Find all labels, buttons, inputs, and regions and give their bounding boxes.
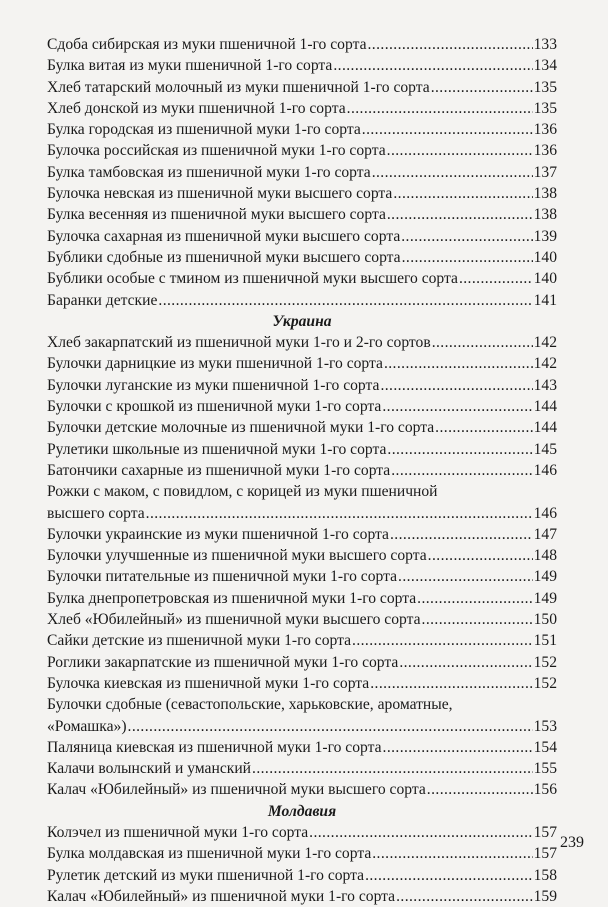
dot-leader [427,779,533,800]
toc-entry-title: Сайки детские из пшеничной муки 1-го сорта [47,632,352,650]
toc-entry-title: Роглики закарпатские из пшеничной муки 1-го сорта [47,653,399,671]
toc-entry [47,822,557,843]
toc-entry-page: 142 [533,334,557,352]
toc-entry-page: 146 [533,504,557,522]
dot-leader [431,77,533,98]
toc-entry-page: 148 [533,547,557,565]
toc-entry-page: 152 [533,674,557,692]
toc-entry-title: Рожки с маком, с повидлом, с корицей из муки пшеничной [47,483,438,501]
dot-leader [417,588,532,609]
toc-entry [47,55,557,76]
toc-entry-title: Булочки улучшенные из пшеничной муки высшего сорта [47,547,427,565]
toc-entry [47,162,557,183]
dot-leader [368,34,533,55]
dot-leader [146,503,533,524]
dot-leader [333,55,532,76]
toc-entry-title: Булка весенняя из пшеничной муки высшего сорта [47,206,386,224]
toc-entry-page: 137 [533,163,557,181]
toc-entry-page: 152 [533,653,557,671]
toc-entry [47,226,557,247]
toc-entry-page: 159 [533,887,557,905]
toc-entry-page: 140 [533,270,557,288]
toc-entry-title: Бублики особые с тмином из пшеничной муки высшего сорта [47,270,458,288]
toc-entry-page: 139 [533,227,557,245]
page-number: 239 [560,834,584,851]
dot-leader [387,140,533,161]
toc-entry-title: Булка днепропетровская из пшеничной муки 1-го сорта [47,589,417,607]
dot-leader [370,673,532,694]
section-heading-text: Молдавия [267,802,337,820]
toc-entry [47,396,557,417]
dot-leader [387,439,532,460]
toc-entry-page: 144 [533,398,557,416]
toc-entry-page: 133 [533,36,557,53]
toc-entry-title: «Ромашка») [47,717,127,735]
dot-leader [432,332,533,353]
toc-entry-page: 157 [533,823,557,841]
toc-entry [47,588,557,609]
toc-entry-title: Булочка российская из пшеничной муки 1-го сорта [47,142,386,160]
dot-leader [387,204,533,225]
toc-entry [47,566,557,587]
toc-entry-page: 153 [533,717,557,735]
toc-entry-page: 140 [533,248,557,266]
toc-entry-page: 143 [533,376,557,394]
toc-entry [47,609,557,630]
toc-entry-title: Рулетик детский из муки пшеничной 1-го сорта [47,866,365,884]
toc-entry-page: 155 [533,760,557,778]
dot-leader [352,630,533,651]
toc-entry-page: 145 [533,440,557,458]
toc-entry [47,140,557,161]
toc-entry-title: Булка тамбовская из пшеничной муки 1-го сорта [47,163,371,181]
toc-entry-page: 147 [533,525,557,543]
dot-leader [459,268,533,289]
toc-entry-page: 136 [533,142,557,160]
toc-entry [47,460,557,481]
toc-entry [47,119,557,140]
toc-entry-page: 144 [533,419,557,437]
toc-entry-title: Баранки детские [47,291,158,309]
dot-leader [158,290,532,311]
toc-entry-title: Булочки детские молочные из пшеничной муки 1-го сорта [47,419,435,437]
toc-entry-page: 158 [533,866,557,884]
toc-entry-page: 142 [533,355,557,373]
toc-entry [47,652,557,673]
toc-entry [47,268,557,289]
toc-entry-title: Калач «Юбилейный» из пшеничной муки 1-го сорта [47,887,396,905]
dot-leader [372,162,533,183]
toc-entry-page: 156 [533,781,557,799]
toc-entry [47,353,557,374]
dot-leader [372,843,532,864]
toc-entry-title: Булочка киевская из пшеничной муки 1-го сорта [47,674,370,692]
dot-leader [396,886,533,907]
toc-entry-title: Колэчел из пшеничной муки 1-го сорта [47,823,309,841]
table-of-contents [47,34,557,907]
toc-entry-title: Бублики сдобные из пшеничной муки высшего сорта [47,248,401,266]
toc-entry-title: Булка молдавская из пшеничной муки 1-го сорта [47,845,372,863]
toc-entry-page: 150 [533,611,557,629]
dot-leader [362,119,533,140]
toc-entry-page: 146 [533,461,557,479]
dot-leader [383,737,533,758]
dot-leader [399,652,532,673]
toc-entry [47,247,557,268]
toc-entry [47,375,557,396]
toc-entry-page: 136 [533,121,557,139]
dot-leader [422,609,533,630]
dot-leader [128,716,533,737]
dot-leader [384,353,533,374]
dot-leader [428,545,533,566]
toc-entry [47,524,557,545]
section-heading [47,801,557,822]
toc-entry-title: Батончики сахарные из пшеничной муки 1-го сорта [47,461,391,479]
toc-entry [47,673,557,694]
toc-entry [47,886,557,907]
toc-entry-title: Хлеб «Юбилейный» из пшеничной муки высшего сорта [47,611,421,629]
toc-entry-title: Сдоба сибирская из муки пшеничной 1-го сорта [47,36,367,53]
toc-entry-page: 151 [533,632,557,650]
dot-leader [402,247,533,268]
toc-entry-line [47,694,557,715]
toc-entry-title: Булочки луганские из муки пшеничной 1-го сорта [47,376,380,394]
toc-entry [47,417,557,438]
dot-leader [393,183,532,204]
toc-entry-page: 141 [533,291,557,309]
dot-leader [347,98,533,119]
toc-entry-title: высшего сорта [47,504,145,522]
toc-entry [47,98,557,119]
toc-entry-page: 149 [533,589,557,607]
toc-entry-title: Булочки питательные из пшеничной муки 1-го сорта [47,568,398,586]
toc-entry-title: Хлеб закарпатский из пшеничной муки 1-го и 2-го сортов [47,334,431,352]
toc-entry [47,439,557,460]
toc-entry-title: Рулетики школьные из пшеничной муки 1-го сорта [47,440,387,458]
section-heading [47,311,557,332]
toc-entry [47,630,557,651]
toc-entry-page: 138 [533,206,557,224]
toc-entry [47,503,557,524]
toc-entry-page: 135 [533,99,557,117]
toc-entry-title: Булочки дарницкие из муки пшеничной 1-го сорта [47,355,383,373]
dot-leader [382,396,532,417]
dot-leader [390,524,533,545]
toc-entry-page: 134 [533,57,557,75]
toc-entry [47,545,557,566]
toc-entry-title: Булочки украинские из муки пшеничной 1-го сорта [47,525,389,543]
toc-entry-title: Булочка невская из пшеничной муки высшего сорта [47,185,393,203]
section-heading-text: Украина [272,312,332,330]
toc-entry [47,183,557,204]
toc-entry-title: Паляница киевская из пшеничной муки 1-го сорта [47,738,382,756]
dot-leader [391,460,532,481]
toc-entry-title: Булочка сахарная из пшеничной муки высшего сорта [47,227,401,245]
toc-entry-title: Калачи волынский и уманский [47,760,252,778]
toc-entry [47,34,557,55]
dot-leader [401,226,532,247]
toc-entry-title: Булочки сдобные (севастопольские, харьковские, ароматные, [47,696,453,714]
toc-entry-title: Булка городская из пшеничной муки 1-го сорта [47,121,361,139]
dot-leader [309,822,532,843]
toc-entry [47,290,557,311]
toc-entry [47,737,557,758]
toc-entry-title: Хлеб татарский молочный из муки пшеничной 1-го сорта [47,78,430,96]
toc-entry-title: Булочки с крошкой из пшеничной муки 1-го сорта [47,398,382,416]
toc-entry [47,77,557,98]
toc-entry [47,204,557,225]
toc-entry-title: Булка витая из муки пшеничной 1-го сорта [47,57,333,75]
dot-leader [435,417,532,438]
dot-leader [380,375,532,396]
toc-entry-page: 154 [533,738,557,756]
toc-entry [47,843,557,864]
toc-entry [47,758,557,779]
toc-entry-page: 149 [533,568,557,586]
toc-entry [47,332,557,353]
toc-entry-page: 157 [533,845,557,863]
toc-entry [47,716,557,737]
toc-entry-page: 135 [533,78,557,96]
toc-entry-title: Калач «Юбилейный» из пшеничной муки высшего сорта [47,781,426,799]
dot-leader [252,758,533,779]
toc-entry [47,779,557,800]
toc-entry-title: Хлеб донской из муки пшеничной 1-го сорта [47,99,346,117]
dot-leader [398,566,533,587]
toc-entry-page: 138 [533,185,557,203]
toc-entry-line [47,481,557,502]
